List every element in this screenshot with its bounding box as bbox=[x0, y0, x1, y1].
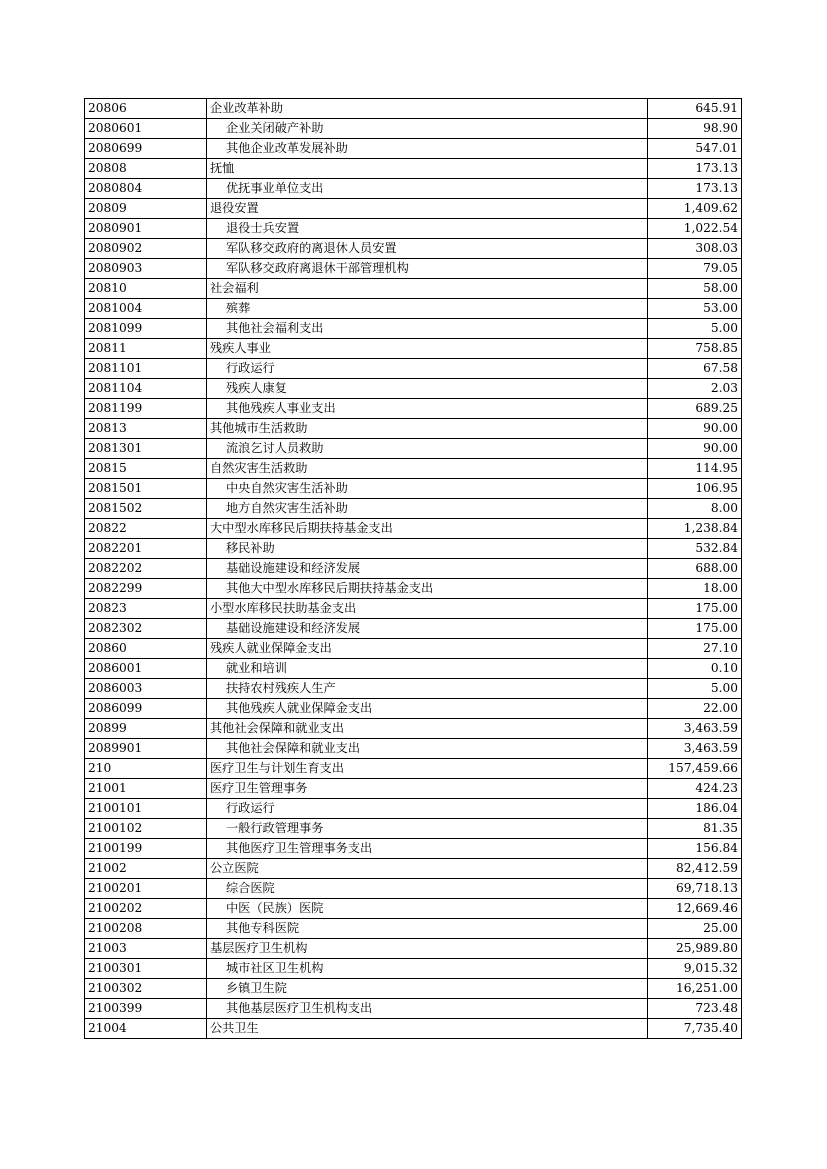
amount-cell: 7,735.40 bbox=[648, 1019, 742, 1039]
subject-name-cell bbox=[207, 199, 648, 219]
amount-cell: 27.10 bbox=[648, 639, 742, 659]
amount-cell: 18.00 bbox=[648, 579, 742, 599]
subject-name-cell bbox=[207, 99, 648, 119]
table-row bbox=[85, 959, 742, 979]
subject-name-cell bbox=[207, 539, 648, 559]
amount-cell: 175.00 bbox=[648, 619, 742, 639]
subject-name-text: 医疗卫生与计划生育支出 bbox=[210, 761, 345, 775]
subject-name-cell bbox=[207, 699, 648, 719]
amount-cell: 2.03 bbox=[648, 379, 742, 399]
subject-name-cell bbox=[207, 219, 648, 239]
amount-cell: 82,412.59 bbox=[648, 859, 742, 879]
subject-name-text: 公立医院 bbox=[210, 861, 259, 875]
amount-cell: 16,251.00 bbox=[648, 979, 742, 999]
subject-code-cell: 21004 bbox=[85, 1019, 207, 1039]
subject-code-cell: 2082302 bbox=[85, 619, 207, 639]
subject-name-text: 乡镇卫生院 bbox=[226, 981, 287, 995]
subject-name-text: 残疾人就业保障金支出 bbox=[210, 641, 332, 655]
subject-code-cell: 2080901 bbox=[85, 219, 207, 239]
subject-name-cell bbox=[207, 779, 648, 799]
subject-code-cell: 2100201 bbox=[85, 879, 207, 899]
amount-cell: 157,459.66 bbox=[648, 759, 742, 779]
subject-name-cell bbox=[207, 979, 648, 999]
subject-name-text: 行政运行 bbox=[226, 801, 275, 815]
table-row bbox=[85, 399, 742, 419]
subject-code-cell: 2100302 bbox=[85, 979, 207, 999]
amount-cell: 9,015.32 bbox=[648, 959, 742, 979]
table-row bbox=[85, 359, 742, 379]
amount-cell: 81.35 bbox=[648, 819, 742, 839]
table-row bbox=[85, 439, 742, 459]
table-row bbox=[85, 119, 742, 139]
table-row bbox=[85, 559, 742, 579]
table-row bbox=[85, 839, 742, 859]
subject-name-cell bbox=[207, 179, 648, 199]
table-row bbox=[85, 699, 742, 719]
amount-cell: 5.00 bbox=[648, 319, 742, 339]
subject-name-text: 中医（民族）医院 bbox=[226, 901, 324, 915]
subject-code-cell: 2100208 bbox=[85, 919, 207, 939]
table-row bbox=[85, 339, 742, 359]
amount-cell: 723.48 bbox=[648, 999, 742, 1019]
subject-name-cell bbox=[207, 919, 648, 939]
subject-name-cell bbox=[207, 499, 648, 519]
amount-cell: 67.58 bbox=[648, 359, 742, 379]
subject-name-cell bbox=[207, 819, 648, 839]
subject-name-text: 其他企业改革发展补助 bbox=[226, 141, 348, 155]
subject-code-cell: 2100202 bbox=[85, 899, 207, 919]
subject-name-text: 军队移交政府离退休干部管理机构 bbox=[226, 261, 409, 275]
subject-code-cell: 20899 bbox=[85, 719, 207, 739]
subject-name-cell bbox=[207, 659, 648, 679]
amount-cell: 645.91 bbox=[648, 99, 742, 119]
subject-name-cell bbox=[207, 959, 648, 979]
subject-name-text: 医疗卫生管理事务 bbox=[210, 781, 308, 795]
subject-name-text: 抚恤 bbox=[210, 161, 235, 175]
subject-name-text: 一般行政管理事务 bbox=[226, 821, 324, 835]
subject-name-cell bbox=[207, 459, 648, 479]
amount-cell: 547.01 bbox=[648, 139, 742, 159]
subject-code-cell: 20809 bbox=[85, 199, 207, 219]
table-row bbox=[85, 859, 742, 879]
subject-name-cell bbox=[207, 439, 648, 459]
subject-name-text: 残疾人康复 bbox=[226, 381, 287, 395]
table-row bbox=[85, 979, 742, 999]
table-row bbox=[85, 919, 742, 939]
amount-cell: 69,718.13 bbox=[648, 879, 742, 899]
amount-cell: 98.90 bbox=[648, 119, 742, 139]
subject-name-text: 基础设施建设和经济发展 bbox=[226, 621, 361, 635]
subject-name-text: 其他大中型水库移民后期扶持基金支出 bbox=[226, 581, 434, 595]
subject-name-text: 其他社会福利支出 bbox=[226, 321, 324, 335]
subject-code-cell: 2100399 bbox=[85, 999, 207, 1019]
subject-code-cell: 20822 bbox=[85, 519, 207, 539]
table-row bbox=[85, 1019, 742, 1039]
table-row bbox=[85, 239, 742, 259]
subject-name-cell bbox=[207, 739, 648, 759]
subject-name-text: 大中型水库移民后期扶持基金支出 bbox=[210, 521, 393, 535]
table-row bbox=[85, 139, 742, 159]
subject-code-cell: 2089901 bbox=[85, 739, 207, 759]
table-row bbox=[85, 179, 742, 199]
subject-code-cell: 2080601 bbox=[85, 119, 207, 139]
amount-cell: 688.00 bbox=[648, 559, 742, 579]
subject-name-text: 其他基层医疗卫生机构支出 bbox=[226, 1001, 373, 1015]
subject-name-text: 退役士兵安置 bbox=[226, 221, 300, 235]
amount-cell: 79.05 bbox=[648, 259, 742, 279]
amount-cell: 3,463.59 bbox=[648, 719, 742, 739]
subject-name-cell bbox=[207, 879, 648, 899]
subject-name-cell bbox=[207, 679, 648, 699]
amount-cell: 0.10 bbox=[648, 659, 742, 679]
subject-name-cell bbox=[207, 399, 648, 419]
subject-name-text: 退役安置 bbox=[210, 201, 259, 215]
subject-name-text: 地方自然灾害生活补助 bbox=[226, 501, 348, 515]
amount-cell: 58.00 bbox=[648, 279, 742, 299]
table-row bbox=[85, 819, 742, 839]
subject-name-text: 其他残疾人事业支出 bbox=[226, 401, 336, 415]
subject-name-text: 城市社区卫生机构 bbox=[226, 961, 324, 975]
amount-cell: 90.00 bbox=[648, 439, 742, 459]
subject-name-cell bbox=[207, 239, 648, 259]
amount-cell: 1,022.54 bbox=[648, 219, 742, 239]
amount-cell: 25.00 bbox=[648, 919, 742, 939]
subject-code-cell: 2082202 bbox=[85, 559, 207, 579]
table-row bbox=[85, 499, 742, 519]
subject-name-text: 其他城市生活救助 bbox=[210, 421, 308, 435]
subject-name-cell bbox=[207, 299, 648, 319]
subject-name-cell bbox=[207, 479, 648, 499]
amount-cell: 22.00 bbox=[648, 699, 742, 719]
subject-name-cell bbox=[207, 939, 648, 959]
subject-name-text: 小型水库移民扶助基金支出 bbox=[210, 601, 357, 615]
amount-cell: 175.00 bbox=[648, 599, 742, 619]
table-row bbox=[85, 259, 742, 279]
subject-name-cell bbox=[207, 619, 648, 639]
table-row bbox=[85, 739, 742, 759]
amount-cell: 689.25 bbox=[648, 399, 742, 419]
amount-cell: 3,463.59 bbox=[648, 739, 742, 759]
subject-code-cell: 20810 bbox=[85, 279, 207, 299]
table-row bbox=[85, 719, 742, 739]
subject-code-cell: 210 bbox=[85, 759, 207, 779]
subject-name-text: 军队移交政府的离退休人员安置 bbox=[226, 241, 397, 255]
subject-name-text: 就业和培训 bbox=[226, 661, 287, 675]
amount-cell: 12,669.46 bbox=[648, 899, 742, 919]
subject-name-cell bbox=[207, 719, 648, 739]
table-row bbox=[85, 459, 742, 479]
amount-cell: 156.84 bbox=[648, 839, 742, 859]
table-row bbox=[85, 999, 742, 1019]
table-row bbox=[85, 159, 742, 179]
subject-code-cell: 2086003 bbox=[85, 679, 207, 699]
subject-code-cell: 20808 bbox=[85, 159, 207, 179]
amount-cell: 186.04 bbox=[648, 799, 742, 819]
subject-name-cell bbox=[207, 1019, 648, 1039]
subject-name-text: 移民补助 bbox=[226, 541, 275, 555]
subject-code-cell: 2080902 bbox=[85, 239, 207, 259]
subject-code-cell: 21001 bbox=[85, 779, 207, 799]
amount-cell: 90.00 bbox=[648, 419, 742, 439]
subject-code-cell: 20806 bbox=[85, 99, 207, 119]
budget-table-body bbox=[85, 99, 742, 1039]
table-row bbox=[85, 759, 742, 779]
subject-name-text: 企业改革补助 bbox=[210, 101, 284, 115]
table-row bbox=[85, 639, 742, 659]
table-row bbox=[85, 199, 742, 219]
subject-name-text: 中央自然灾害生活补助 bbox=[226, 481, 348, 495]
table-row bbox=[85, 579, 742, 599]
subject-code-cell: 2081502 bbox=[85, 499, 207, 519]
subject-name-cell bbox=[207, 319, 648, 339]
subject-name-text: 社会福利 bbox=[210, 281, 259, 295]
subject-name-cell bbox=[207, 999, 648, 1019]
table-row bbox=[85, 279, 742, 299]
subject-code-cell: 2082201 bbox=[85, 539, 207, 559]
table-row bbox=[85, 479, 742, 499]
table-row bbox=[85, 419, 742, 439]
amount-cell: 8.00 bbox=[648, 499, 742, 519]
subject-code-cell: 20815 bbox=[85, 459, 207, 479]
subject-name-text: 自然灾害生活救助 bbox=[210, 461, 308, 475]
subject-code-cell: 2081199 bbox=[85, 399, 207, 419]
amount-cell: 424.23 bbox=[648, 779, 742, 799]
subject-name-text: 其他专科医院 bbox=[226, 921, 300, 935]
subject-name-cell bbox=[207, 259, 648, 279]
table-row bbox=[85, 619, 742, 639]
subject-name-text: 流浪乞讨人员救助 bbox=[226, 441, 324, 455]
amount-cell: 532.84 bbox=[648, 539, 742, 559]
subject-code-cell: 2081099 bbox=[85, 319, 207, 339]
table-row bbox=[85, 939, 742, 959]
subject-name-cell bbox=[207, 839, 648, 859]
subject-code-cell: 20811 bbox=[85, 339, 207, 359]
subject-code-cell: 20860 bbox=[85, 639, 207, 659]
table-row bbox=[85, 379, 742, 399]
subject-code-cell: 20813 bbox=[85, 419, 207, 439]
subject-name-text: 其他社会保障和就业支出 bbox=[210, 721, 345, 735]
table-row bbox=[85, 299, 742, 319]
subject-name-text: 行政运行 bbox=[226, 361, 275, 375]
subject-code-cell: 2081301 bbox=[85, 439, 207, 459]
subject-name-cell bbox=[207, 519, 648, 539]
subject-code-cell: 21003 bbox=[85, 939, 207, 959]
subject-name-cell bbox=[207, 799, 648, 819]
subject-name-text: 综合医院 bbox=[226, 881, 275, 895]
subject-name-cell bbox=[207, 159, 648, 179]
subject-code-cell: 2081501 bbox=[85, 479, 207, 499]
subject-code-cell: 2080903 bbox=[85, 259, 207, 279]
subject-name-text: 其他社会保障和就业支出 bbox=[226, 741, 361, 755]
amount-cell: 758.85 bbox=[648, 339, 742, 359]
amount-cell: 308.03 bbox=[648, 239, 742, 259]
table-row bbox=[85, 99, 742, 119]
subject-name-cell bbox=[207, 899, 648, 919]
subject-name-text: 其他残疾人就业保障金支出 bbox=[226, 701, 373, 715]
subject-name-cell bbox=[207, 419, 648, 439]
subject-name-cell bbox=[207, 579, 648, 599]
subject-code-cell: 2086099 bbox=[85, 699, 207, 719]
subject-name-text: 企业关闭破产补助 bbox=[226, 121, 324, 135]
subject-code-cell: 2080804 bbox=[85, 179, 207, 199]
table-row bbox=[85, 219, 742, 239]
subject-name-cell bbox=[207, 339, 648, 359]
subject-name-text: 其他医疗卫生管理事务支出 bbox=[226, 841, 373, 855]
amount-cell: 5.00 bbox=[648, 679, 742, 699]
table-row bbox=[85, 899, 742, 919]
subject-name-cell bbox=[207, 359, 648, 379]
subject-code-cell: 2080699 bbox=[85, 139, 207, 159]
subject-name-cell bbox=[207, 279, 648, 299]
subject-code-cell: 2100199 bbox=[85, 839, 207, 859]
subject-name-cell bbox=[207, 139, 648, 159]
subject-name-text: 殡葬 bbox=[226, 301, 251, 315]
subject-name-cell bbox=[207, 599, 648, 619]
subject-code-cell: 2081101 bbox=[85, 359, 207, 379]
subject-name-cell bbox=[207, 559, 648, 579]
table-row bbox=[85, 319, 742, 339]
table-row bbox=[85, 659, 742, 679]
table-row bbox=[85, 799, 742, 819]
table-row bbox=[85, 539, 742, 559]
amount-cell: 1,409.62 bbox=[648, 199, 742, 219]
subject-name-cell bbox=[207, 639, 648, 659]
table-row bbox=[85, 679, 742, 699]
subject-name-text: 优抚事业单位支出 bbox=[226, 181, 324, 195]
table-row bbox=[85, 599, 742, 619]
amount-cell: 106.95 bbox=[648, 479, 742, 499]
table-row bbox=[85, 779, 742, 799]
amount-cell: 173.13 bbox=[648, 159, 742, 179]
subject-name-text: 公共卫生 bbox=[210, 1021, 259, 1035]
table-row bbox=[85, 879, 742, 899]
subject-name-text: 基础设施建设和经济发展 bbox=[226, 561, 361, 575]
subject-code-cell: 2081104 bbox=[85, 379, 207, 399]
subject-name-cell bbox=[207, 859, 648, 879]
subject-name-cell bbox=[207, 759, 648, 779]
subject-name-cell bbox=[207, 119, 648, 139]
subject-code-cell: 21002 bbox=[85, 859, 207, 879]
subject-name-cell bbox=[207, 379, 648, 399]
amount-cell: 114.95 bbox=[648, 459, 742, 479]
subject-code-cell: 2081004 bbox=[85, 299, 207, 319]
subject-code-cell: 2082299 bbox=[85, 579, 207, 599]
amount-cell: 53.00 bbox=[648, 299, 742, 319]
amount-cell: 1,238.84 bbox=[648, 519, 742, 539]
subject-code-cell: 20823 bbox=[85, 599, 207, 619]
subject-name-text: 扶持农村残疾人生产 bbox=[226, 681, 336, 695]
amount-cell: 173.13 bbox=[648, 179, 742, 199]
subject-code-cell: 2100101 bbox=[85, 799, 207, 819]
amount-cell: 25,989.80 bbox=[648, 939, 742, 959]
table-row bbox=[85, 519, 742, 539]
budget-table bbox=[84, 98, 742, 1039]
subject-code-cell: 2100301 bbox=[85, 959, 207, 979]
subject-code-cell: 2086001 bbox=[85, 659, 207, 679]
subject-name-text: 残疾人事业 bbox=[210, 341, 271, 355]
subject-code-cell: 2100102 bbox=[85, 819, 207, 839]
subject-name-text: 基层医疗卫生机构 bbox=[210, 941, 308, 955]
